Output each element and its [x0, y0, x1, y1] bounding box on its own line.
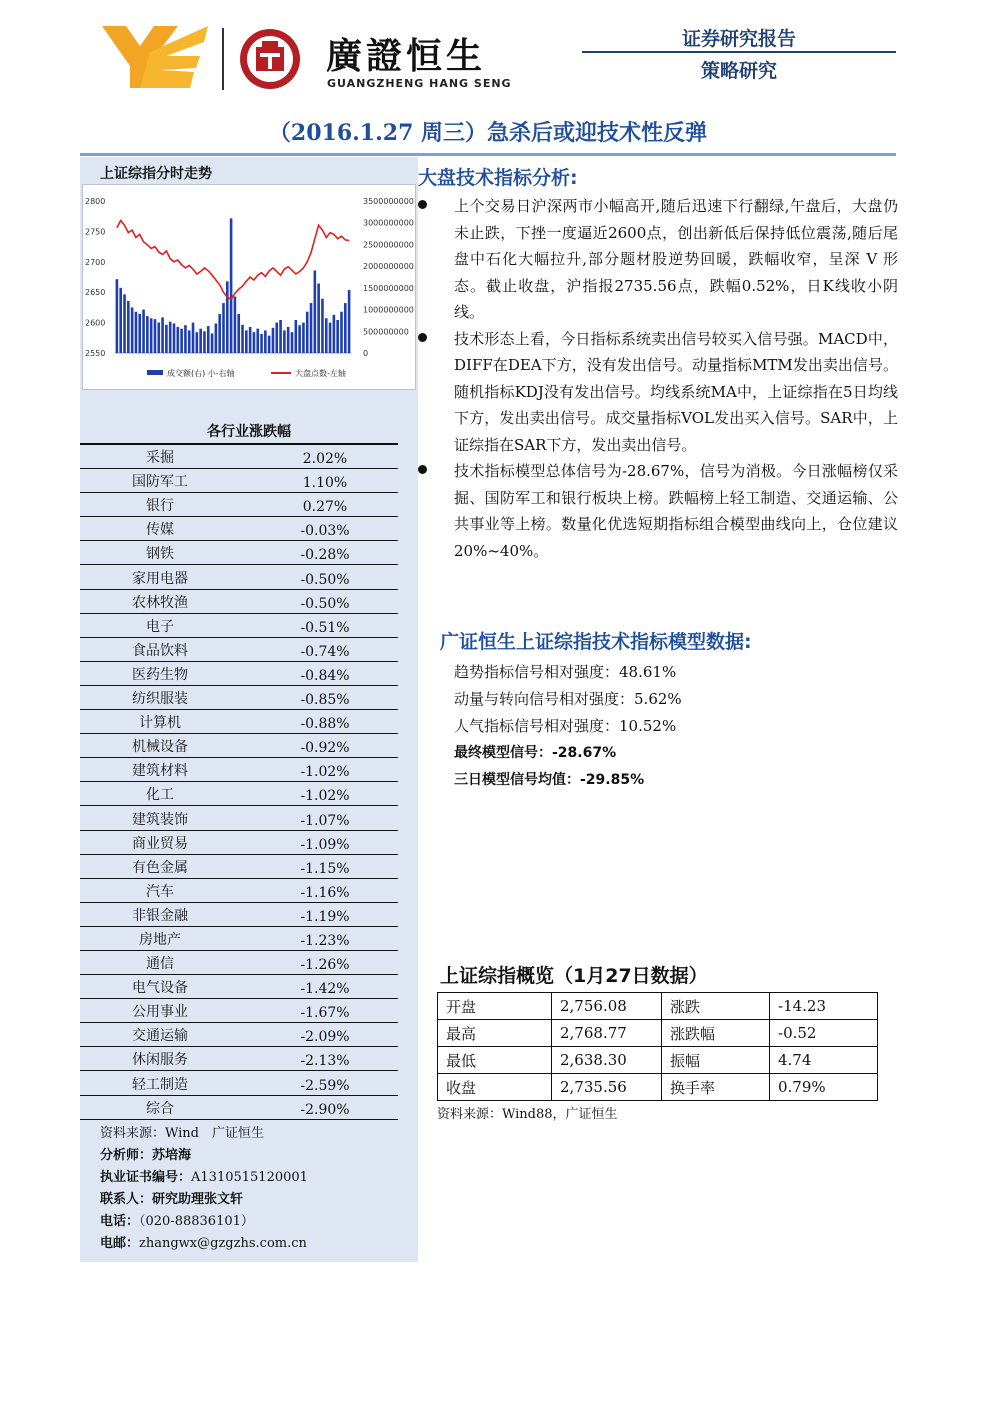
- industry-change: 0.27%: [302, 499, 348, 516]
- legend-volume-swatch: [147, 370, 163, 375]
- volume-bar: [268, 336, 271, 353]
- cell-label: 开盘: [438, 993, 552, 1020]
- table-row: [80, 1023, 398, 1047]
- table-row: [80, 879, 398, 903]
- industry-change: -1.67%: [300, 1005, 350, 1022]
- industry-name: 国防军工: [132, 474, 188, 491]
- industry-name: 电子: [146, 618, 174, 635]
- industry-name: 纺织服装: [132, 691, 188, 708]
- left-tick-label: 2600: [85, 318, 106, 328]
- industry-name: 交通运输: [132, 1028, 188, 1045]
- model-data: [454, 659, 682, 794]
- intraday-chart-svg: [83, 185, 415, 389]
- industry-name: 有色金属: [132, 859, 188, 876]
- volume-bar: [222, 303, 225, 353]
- analysis-bullet: 上个交易日沪深两市小幅高开,随后迅速下行翻绿,午盘后，大盘仍未止跌，下挫一度逼近2600点，创出新低后保持低位震荡,随后尾盘中石化大幅拉升,部分题材股逆势回暖，跌幅收窄，呈深 V 形态。截止收盘，沪指报2735.56点，跌幅0.52%，日K线收小阴线。: [418, 193, 898, 326]
- table-row: [438, 1047, 878, 1074]
- table-row: [438, 1020, 878, 1047]
- industry-change: -1.23%: [300, 932, 350, 949]
- cell-value: 2,735.56: [552, 1074, 662, 1101]
- volume-bar: [226, 281, 229, 353]
- volume-bar: [279, 320, 282, 353]
- table-row: [80, 831, 398, 855]
- cell-label: 涨跌: [662, 993, 770, 1020]
- cell-value: 4.74: [770, 1047, 878, 1074]
- left-tick-label: 2800: [85, 197, 106, 206]
- cell-label: 最高: [438, 1020, 552, 1047]
- cell-value: -0.52: [770, 1020, 878, 1047]
- volume-bar: [336, 320, 339, 353]
- bullet-dot-icon: [418, 333, 427, 342]
- volume-bar: [230, 218, 233, 353]
- volume-bar: [154, 319, 157, 353]
- left-tick-label: 2650: [85, 288, 106, 298]
- industry-name: 化工: [146, 787, 174, 804]
- industry-change: -1.07%: [300, 812, 350, 829]
- volume-bar: [165, 325, 168, 353]
- industry-change: -1.16%: [300, 884, 350, 901]
- industry-name: 机械设备: [132, 739, 188, 756]
- volume-bar: [234, 297, 237, 353]
- industry-name: 房地产: [139, 931, 181, 948]
- model-line-sentiment: 人气指标信号相对强度：10.52%: [454, 717, 677, 735]
- table-row: [80, 493, 398, 517]
- industry-name: 综合: [146, 1100, 174, 1117]
- volume-bar: [310, 303, 313, 353]
- volume-bar: [249, 327, 252, 353]
- overview-source: 资料来源：Wind88，广证恒生: [437, 1107, 618, 1122]
- table-row: [80, 662, 398, 686]
- volume-bar: [180, 329, 183, 353]
- volume-bar: [260, 334, 263, 353]
- analysis-heading: 大盘技术指标分析:: [418, 167, 578, 189]
- industry-change: -0.51%: [300, 619, 350, 636]
- table-row: [80, 855, 398, 879]
- table-row: [80, 614, 398, 638]
- volume-bar: [123, 294, 126, 353]
- industry-change: -0.92%: [300, 740, 350, 757]
- volume-bar: [177, 327, 180, 353]
- credit-cert: 执业证书编号：A1310515120001: [100, 1170, 308, 1185]
- industry-name: 食品饮料: [132, 642, 188, 659]
- volume-bar: [173, 323, 176, 353]
- volume-bar: [157, 323, 160, 353]
- overview-heading: 上证综指概览（1月27日数据）: [440, 965, 708, 987]
- table-row: [80, 517, 398, 541]
- volume-bar: [348, 290, 351, 353]
- table-row: [80, 975, 398, 999]
- volume-bar: [344, 303, 347, 353]
- right-tick-label: 0: [363, 349, 369, 358]
- industry-name: 家用电器: [132, 570, 188, 587]
- table-row: [80, 951, 398, 975]
- volume-bar: [127, 301, 130, 353]
- volume-bar: [135, 312, 138, 353]
- volume-bar: [256, 329, 259, 353]
- intraday-chart: [82, 184, 416, 390]
- industry-name: 钢铁: [146, 546, 174, 563]
- volume-bar: [314, 270, 317, 353]
- cell-value: 2,638.30: [552, 1047, 662, 1074]
- volume-bar: [142, 310, 145, 353]
- title-underline: [80, 153, 896, 156]
- volume-bar: [169, 322, 172, 353]
- industry-name: 计算机: [139, 715, 181, 732]
- analysis-bullet: 技术指标模型总体信号为-28.67%，信号为消极。今日涨幅榜仅采掘、国防军工和银行板块上榜。跌幅榜上轻工制造、交通运输、公共事业等上榜。数量化优选短期指标组合模型曲线向上，仓位建议20%~40%。: [418, 458, 898, 564]
- cell-value: 2,768.77: [552, 1020, 662, 1047]
- industry-name: 建筑装饰: [132, 811, 188, 828]
- table-row: [80, 999, 398, 1023]
- table-row: [80, 710, 398, 734]
- industry-name: 非银金融: [132, 907, 188, 924]
- legend-volume-label: 成交额(右) 小-右轴: [167, 369, 235, 378]
- industry-change: -0.03%: [300, 523, 350, 540]
- table-row: [80, 445, 398, 469]
- left-tick-label: 2550: [85, 349, 106, 358]
- credit-phone: 电话：（020-88836101）: [100, 1214, 254, 1229]
- volume-bar: [188, 330, 191, 353]
- industry-change: -1.02%: [300, 788, 350, 805]
- industry-name: 电气设备: [132, 980, 188, 997]
- volume-bar: [264, 330, 267, 353]
- table-row: [80, 903, 398, 927]
- ye-logo-icon: [100, 22, 210, 92]
- volume-bar: [161, 317, 164, 353]
- volume-bar: [192, 323, 195, 353]
- bullet-dot-icon: [418, 465, 427, 474]
- volume-bar: [241, 325, 244, 353]
- industry-name: 通信: [146, 956, 174, 973]
- model-heading: 广证恒生上证综指技术指标模型数据:: [440, 631, 752, 653]
- table-row: [438, 1074, 878, 1101]
- table-row: [80, 806, 398, 830]
- volume-bar: [199, 329, 202, 353]
- industry-change: -1.26%: [300, 957, 350, 974]
- volume-bar: [287, 327, 290, 353]
- credit-email[interactable]: 电邮：zhangwx@gzgzhs.com.cn: [100, 1236, 307, 1251]
- legend-index-label: 大盘点数-左轴: [295, 369, 346, 378]
- industry-change: 2.02%: [302, 451, 348, 468]
- volume-bar: [131, 307, 134, 353]
- credit-contact: 联系人：研究助理张文轩: [100, 1192, 244, 1207]
- table-row: [80, 734, 398, 758]
- volume-bar: [295, 320, 298, 353]
- industry-change: 1.10%: [302, 475, 348, 492]
- volume-bar: [333, 315, 336, 353]
- volume-bar: [302, 323, 305, 353]
- table-row: [80, 541, 398, 565]
- cell-label: 最低: [438, 1047, 552, 1074]
- right-tick-label: 2500000000: [363, 240, 414, 250]
- industry-name: 采掘: [146, 450, 174, 467]
- hang-seng-seal-icon: [238, 27, 302, 91]
- industry-change: -2.13%: [300, 1053, 350, 1070]
- industry-change: -1.19%: [300, 908, 350, 925]
- cell-value: 2,756.08: [552, 993, 662, 1020]
- analysis-bullets: [418, 193, 898, 564]
- model-line-momentum: 动量与转向信号相对强度：5.62%: [454, 690, 682, 708]
- table-row: [80, 565, 398, 589]
- industry-change: -0.85%: [300, 692, 350, 709]
- industry-change: -0.88%: [300, 716, 350, 733]
- table-row: [80, 782, 398, 806]
- volume-bar: [211, 333, 214, 353]
- table-row: [80, 758, 398, 782]
- industry-name: 商业贸易: [132, 835, 188, 852]
- cell-label: 换手率: [662, 1074, 770, 1101]
- industry-name: 公用事业: [132, 1004, 188, 1021]
- industry-table: [80, 443, 398, 1120]
- report-type: 证券研究报告: [681, 28, 796, 50]
- cell-label: 涨跌幅: [662, 1020, 770, 1047]
- overview-table: [437, 992, 878, 1101]
- industry-name: 银行: [146, 498, 174, 515]
- brand-name-en: GUANGZHENG HANG SENG: [327, 77, 512, 90]
- industry-change: -0.50%: [300, 571, 350, 588]
- right-tick-label: 3000000000: [363, 218, 414, 228]
- volume-bar: [237, 314, 240, 353]
- volume-bar: [245, 330, 248, 353]
- report-title: （2016.1.27 周三）急杀后或迎技术性反弹: [268, 120, 708, 146]
- cell-value: -14.23: [770, 993, 878, 1020]
- volume-bar: [138, 314, 141, 353]
- left-tick-label: 2700: [85, 257, 106, 267]
- industry-change: -1.15%: [300, 860, 350, 877]
- chart-title: 上证综指分时走势: [100, 166, 212, 182]
- volume-bar: [325, 318, 328, 353]
- table-row: [80, 927, 398, 951]
- volume-bar: [340, 312, 343, 353]
- industry-change: -2.09%: [300, 1029, 350, 1046]
- table-row: [80, 1096, 398, 1120]
- table-row: [438, 993, 878, 1020]
- analysis-bullet: 技术形态上看，今日指标系统卖出信号较买入信号强。MACD中，DIFF在DEA下方，没有发出信号。动量指标MTM发出卖出信号。随机指标KDJ没有发出信号。均线系统MA中，上证综指在5日均线下方，发出卖出信号。成交量指标VOL发出买入信号。SAR中，上证综指在SAR下方，发出卖出信号。: [418, 326, 898, 459]
- volume-bar: [283, 330, 286, 353]
- right-tick-label: 500000000: [363, 327, 409, 337]
- industry-change: -0.28%: [300, 547, 350, 564]
- volume-bar: [207, 326, 210, 353]
- volume-bar: [291, 332, 294, 353]
- industry-change: -0.74%: [300, 643, 350, 660]
- volume-bar: [317, 284, 320, 353]
- credit-analyst: 分析师：苏培海: [100, 1148, 192, 1163]
- volume-bar: [203, 331, 206, 353]
- industry-table-title: 各行业涨跌幅: [207, 424, 291, 440]
- volume-bar: [321, 299, 324, 353]
- industry-change: -0.84%: [300, 667, 350, 684]
- volume-bar: [119, 288, 122, 353]
- volume-bar: [184, 325, 187, 353]
- right-tick-label: 1000000000: [363, 305, 414, 315]
- header-divider: [582, 51, 896, 53]
- industry-name: 传媒: [146, 522, 174, 539]
- right-tick-label: 3500000000: [363, 197, 414, 206]
- volume-bar: [272, 328, 275, 353]
- industry-change: -0.50%: [300, 595, 350, 612]
- volume-bar: [275, 323, 278, 353]
- table-row: [80, 1071, 398, 1095]
- logo-divider: [222, 28, 224, 90]
- right-tick-label: 1500000000: [363, 283, 414, 293]
- industry-change: -1.09%: [300, 836, 350, 853]
- volume-bar: [215, 323, 218, 353]
- volume-bar: [306, 312, 309, 353]
- industry-name: 建筑材料: [132, 763, 188, 780]
- cell-label: 振幅: [662, 1047, 770, 1074]
- industry-change: -1.02%: [300, 764, 350, 781]
- report-subtype: 策略研究: [700, 60, 777, 82]
- model-three-day-avg: 三日模型信号均值：-29.85%: [454, 772, 645, 788]
- industry-name: 汽车: [146, 883, 174, 900]
- cell-label: 收盘: [438, 1074, 552, 1101]
- table-row: [80, 638, 398, 662]
- cell-value: 0.79%: [770, 1074, 878, 1101]
- volume-bar: [218, 314, 221, 353]
- industry-change: -2.90%: [300, 1101, 350, 1118]
- table-row: [80, 469, 398, 493]
- volume-bar: [298, 325, 301, 353]
- industry-name: 医药生物: [132, 666, 188, 683]
- volume-bar: [146, 316, 149, 353]
- volume-bar: [253, 332, 256, 353]
- industry-name: 轻工制造: [132, 1076, 188, 1093]
- volume-bar: [116, 279, 119, 353]
- right-tick-label: 2000000000: [363, 262, 414, 272]
- volume-bar: [329, 323, 332, 353]
- industry-name: 农林牧渔: [132, 594, 188, 611]
- credit-source: 资料来源：Wind 广证恒生: [100, 1126, 264, 1141]
- industry-change: -1.42%: [300, 981, 350, 998]
- industry-change: -2.59%: [300, 1077, 350, 1094]
- table-row: [80, 686, 398, 710]
- table-row: [80, 590, 398, 614]
- bullet-dot-icon: [418, 200, 427, 209]
- industry-name: 休闲服务: [132, 1052, 188, 1069]
- left-tick-label: 2750: [85, 227, 106, 237]
- model-final-signal: 最终模型信号：-28.67%: [454, 745, 617, 761]
- table-row: [80, 1047, 398, 1071]
- model-line-trend: 趋势指标信号相对强度：48.61%: [454, 663, 677, 681]
- volume-bar: [150, 318, 153, 353]
- volume-bar: [196, 332, 199, 353]
- brand-name-cn: 廣證恒生: [326, 36, 487, 77]
